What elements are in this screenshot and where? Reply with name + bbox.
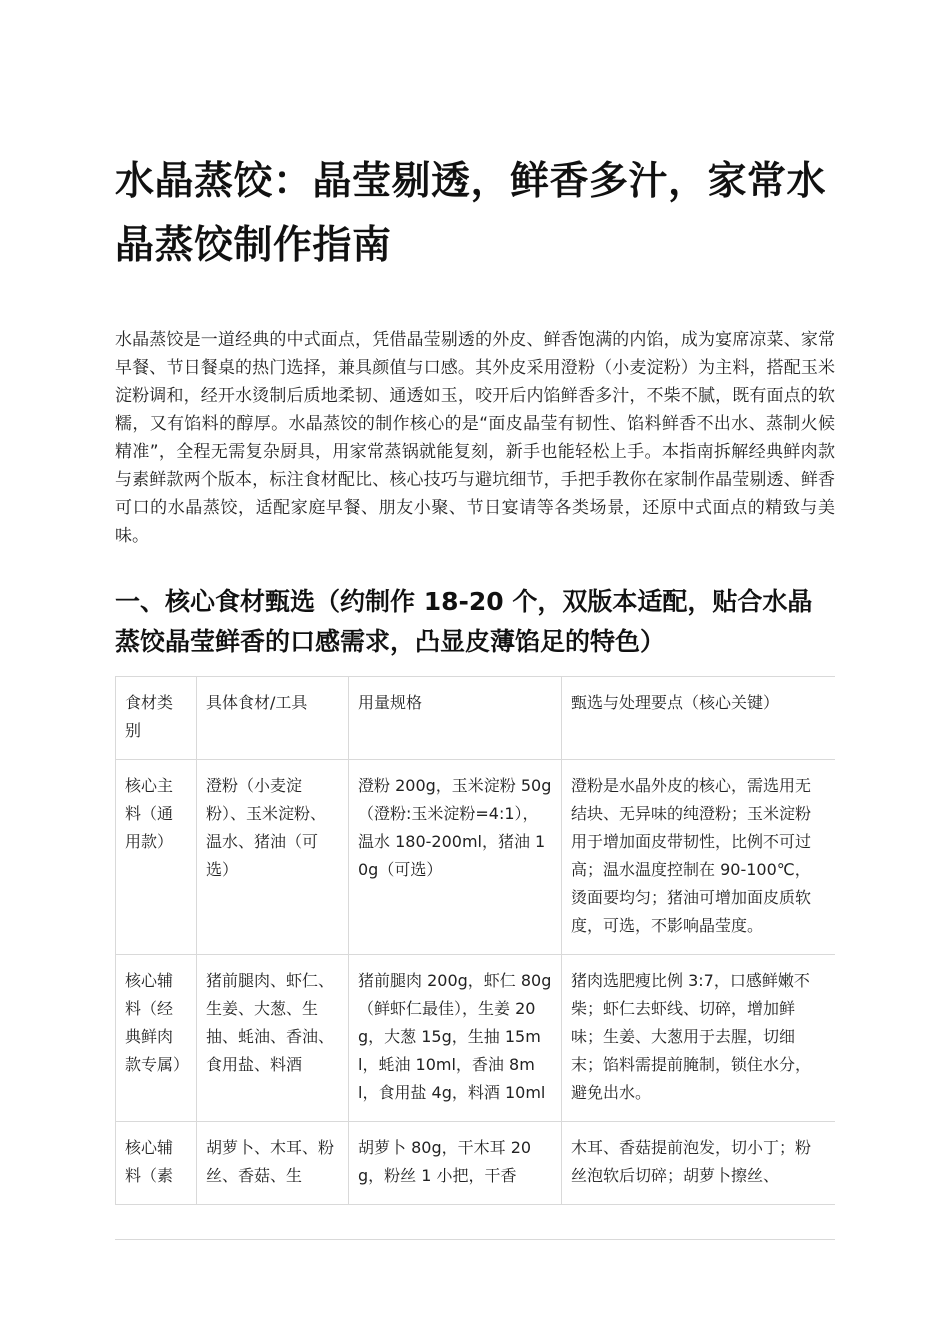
table-cell-tips: 猪肉选肥瘦比例 3:7，口感鲜嫩不柴；虾仁去虾线、切碎，增加鲜味；生姜、大葱用于去腥，切细末；馅料需提前腌制，锁住水分，避免出水。 [562,955,836,1122]
table-row [116,1122,836,1205]
table-row [116,760,836,955]
table-cell-tips: 木耳、香菇提前泡发，切小丁；粉丝泡软后切碎；胡萝卜擦丝、 [562,1122,836,1205]
table-cell-ingredients: 胡萝卜、木耳、粉丝、香菇、生 [197,1122,349,1205]
header-tips: 甄选与处理要点（核心关键） [562,677,836,760]
table-cell-amount: 猪前腿肉 200g，虾仁 80g（鲜虾仁最佳），生姜 20g，大葱 15g，生抽 15ml，蚝油 10ml，香油 8ml，食用盐 4g，料酒 10ml [349,955,562,1122]
table-row [116,955,836,1122]
intro-paragraph: 水晶蒸饺是一道经典的中式面点，凭借晶莹剔透的外皮、鲜香饱满的内馅，成为宴席凉菜、家常早餐、节日餐桌的热门选择，兼具颜值与口感。其外皮采用澄粉（小麦淀粉）为主料，搭配玉米淀粉调和，经开水烫制后质地柔韧、通透如玉，咬开后内馅鲜香多汁，不柴不腻，既有面点的软糯，又有馅料的醇厚。水晶蒸饺的制作核心的是“面皮晶莹有韧性、馅料鲜香不出水、蒸制火候精准”，全程无需复杂厨具，用家常蒸锅就能复刻，新手也能轻松上手。本指南拆解经典鲜肉款与素鲜款两个版本，标注食材配比、核心技巧与避坑细节，手把手教你在家制作晶莹剔透、鲜香可口的水晶蒸饺，适配家庭早餐、朋友小聚、节日宴请等各类场景，还原中式面点的精致与美味。 [115,330,835,546]
header-ingredients: 具体食材/工具 [197,677,349,760]
table-cell-ingredients: 猪前腿肉、虾仁、生姜、大葱、生抽、蚝油、香油、食用盐、料酒 [197,955,349,1122]
table-cell-category: 核心辅料（素 [116,1122,197,1205]
header-category: 食材类别 [116,677,197,760]
header-amount: 用量规格 [349,677,562,760]
document-page [115,150,835,1240]
table-cell-category: 核心主料（通用款） [116,760,197,955]
section-heading-ingredients: 一、核心食材甄选（约制作 18-20 个，双版本适配，贴合水晶蒸饺晶莹鲜香的口感需求，凸显皮薄馅足的特色） [115,587,813,656]
table-cell-amount: 澄粉 200g，玉米淀粉 50g（澄粉:玉米淀粉=4:1），温水 180-200ml，猪油 10g（可选） [349,760,562,955]
table-cell-ingredients: 澄粉（小麦淀粉）、玉米淀粉、温水、猪油（可选） [197,760,349,955]
table-cell-amount: 胡萝卜 80g，干木耳 20g，粉丝 1 小把，干香 [349,1122,562,1205]
ingredients-table [115,676,835,1205]
table-header-row [116,677,836,760]
document-title: 水晶蒸饺：晶莹剔透，鲜香多汁，家常水晶蒸饺制作指南 [115,159,827,268]
ingredients-table-container [115,676,835,1240]
table-cell-category: 核心辅料（经典鲜肉款专属） [116,955,197,1122]
table-cell-tips: 澄粉是水晶外皮的核心，需选用无结块、无异味的纯澄粉；玉米淀粉用于增加面皮带韧性，比例不可过高；温水温度控制在 90-100℃，烫面要均匀；猪油可增加面皮质软度，可选，不影响晶莹度。 [562,760,836,955]
